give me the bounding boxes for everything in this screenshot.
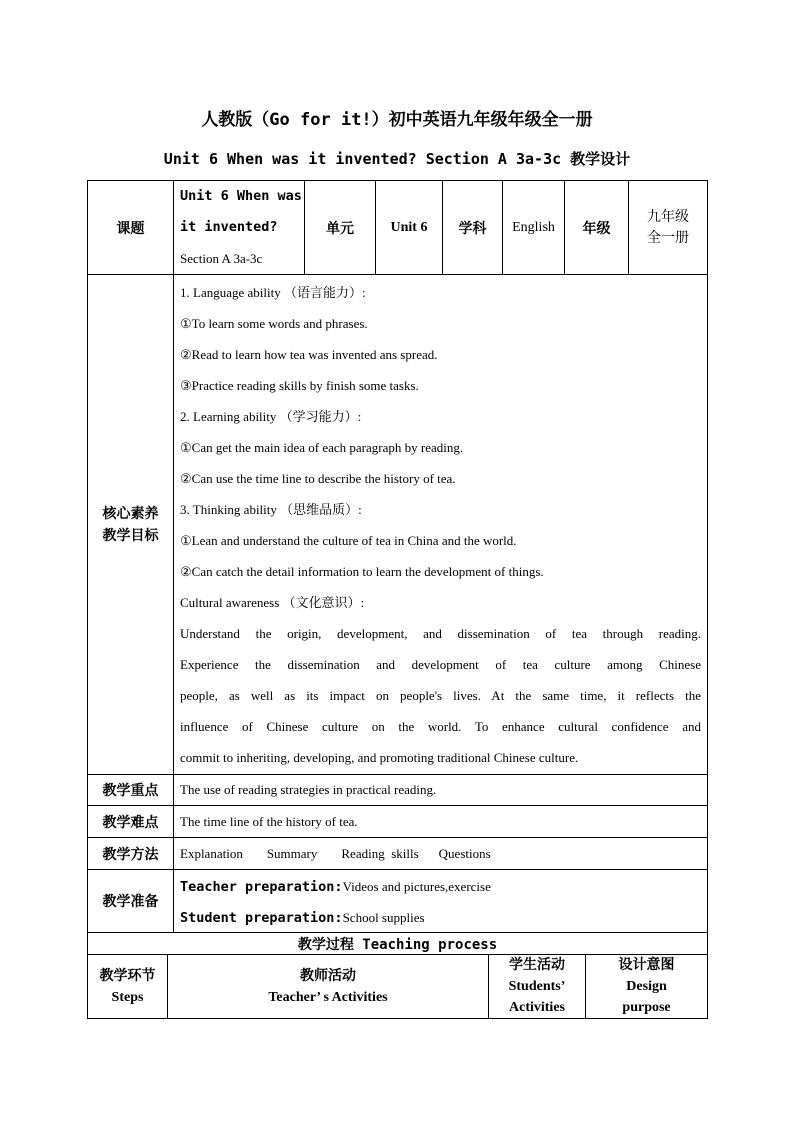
objective-line: ①To learn some words and phrases. — [180, 316, 368, 331]
cultural-paragraph-line: Understand the origin, development, and dissemination of tea through reading. — [180, 626, 701, 641]
teacher-activities-cn: 教师活动 — [300, 967, 356, 984]
objectives-row — [88, 275, 708, 775]
unit-label: 单元 — [305, 181, 376, 275]
cultural-paragraph-last-line: commit to inheriting, developing, and promoting traditional Chinese culture. — [180, 750, 579, 765]
difficulties-row — [88, 806, 708, 838]
method-item: Reading skills — [341, 845, 419, 861]
difficulties-label: 教学难点 — [88, 806, 174, 838]
difficulties-value: The time line of the history of tea. — [174, 806, 708, 838]
methods-label: 教学方法 — [88, 838, 174, 870]
preparation-row — [88, 870, 708, 933]
key-points-row — [88, 775, 708, 806]
document-subtitle: Unit 6 When was it invented? Section A 3a-3c 教学设计 — [163, 150, 631, 168]
header-row — [88, 181, 708, 275]
student-preparation-value: School supplies — [342, 910, 425, 925]
lesson-plan-table — [87, 180, 708, 933]
grade-value — [629, 181, 708, 275]
objectives-label-line-1: 核心素养 — [102, 505, 159, 522]
objective-line: 3. Thinking ability （思维品质）: — [180, 502, 362, 517]
preparation-content — [174, 870, 708, 933]
design-purpose-en-2: purpose — [622, 1000, 671, 1015]
key-points-value: The use of reading strategies in practical reading. — [174, 775, 708, 806]
grade-value-line-2: 全一册 — [647, 229, 689, 246]
topic-line-2: it invented? — [180, 219, 278, 235]
grade-label: 年级 — [565, 181, 629, 275]
teacher-activities-en: Teacher’ s Activities — [268, 989, 388, 1005]
objectives-label — [88, 275, 174, 775]
objectives-label-line-2: 教学目标 — [102, 527, 159, 544]
topic-line-3: Section A 3a-3c — [180, 251, 263, 266]
objective-line: ②Can use the time line to describe the history of tea. — [180, 471, 456, 486]
subject-label: 学科 — [443, 181, 503, 275]
design-purpose-header — [586, 955, 708, 1019]
student-activities-header — [489, 955, 586, 1019]
process-header-row — [88, 955, 708, 1019]
teacher-preparation — [180, 870, 707, 901]
steps-header — [88, 955, 168, 1019]
process-title: 教学过程 Teaching process — [88, 933, 708, 955]
teacher-preparation-label: Teacher preparation: — [180, 879, 343, 895]
method-item: Explanation — [180, 845, 243, 861]
document-title: 人教版（Go for it!）初中英语九年级年级全一册 — [201, 110, 593, 130]
student-activities-en-2: Activities — [509, 1000, 565, 1015]
methods-value — [174, 838, 708, 870]
topic-label: 课题 — [88, 181, 174, 275]
grade-value-line-1: 九年级 — [647, 208, 689, 225]
cultural-paragraph-line: people, as well as its impact on people's lives. At the same time, it reflects the — [180, 688, 701, 703]
student-activities-cn: 学生活动 — [509, 957, 565, 973]
teacher-activities-header — [168, 955, 489, 1019]
cultural-paragraph-line: Experience the dissemination and development of tea culture among Chinese — [180, 657, 701, 672]
subject-value: English — [503, 181, 565, 275]
objective-line: 1. Language ability （语言能力）: — [180, 285, 366, 300]
cultural-paragraph-line: influence of Chinese culture on the world. To enhance cultural confidence and — [180, 719, 701, 734]
topic-value — [174, 181, 305, 275]
objective-line: 2. Learning ability （学习能力）: — [180, 409, 362, 424]
objective-line: ①Lean and understand the culture of tea in China and the world. — [180, 533, 517, 548]
method-item: Summary — [266, 845, 318, 861]
objective-line: ③Practice reading skills by finish some tasks. — [180, 378, 419, 393]
methods-row — [88, 838, 708, 870]
preparation-label: 教学准备 — [88, 870, 174, 933]
unit-value: Unit 6 — [376, 181, 443, 275]
teacher-preparation-value: Videos and pictures,exercise — [342, 879, 491, 894]
objectives-content — [174, 275, 708, 775]
topic-line-1: Unit 6 When was — [180, 188, 302, 204]
steps-header-cn: 教学环节 — [99, 967, 156, 984]
student-preparation — [180, 901, 707, 932]
design-purpose-cn: 设计意图 — [618, 957, 675, 973]
student-activities-en-1: Students’ — [508, 979, 566, 994]
objective-line: ②Read to learn how tea was invented ans spread. — [180, 347, 438, 362]
student-preparation-label: Student preparation: — [180, 910, 343, 926]
objective-line: ①Can get the main idea of each paragraph by reading. — [180, 440, 464, 455]
objective-line: ②Can catch the detail information to learn the development of things. — [180, 564, 544, 579]
method-item: Questions — [438, 845, 491, 861]
steps-header-en: Steps — [111, 989, 144, 1005]
teaching-process-table — [87, 932, 708, 1019]
process-title-row — [88, 933, 708, 955]
design-purpose-en-1: Design — [626, 979, 667, 994]
key-points-label: 教学重点 — [88, 775, 174, 806]
objective-line: Cultural awareness （文化意识）: — [180, 595, 365, 610]
